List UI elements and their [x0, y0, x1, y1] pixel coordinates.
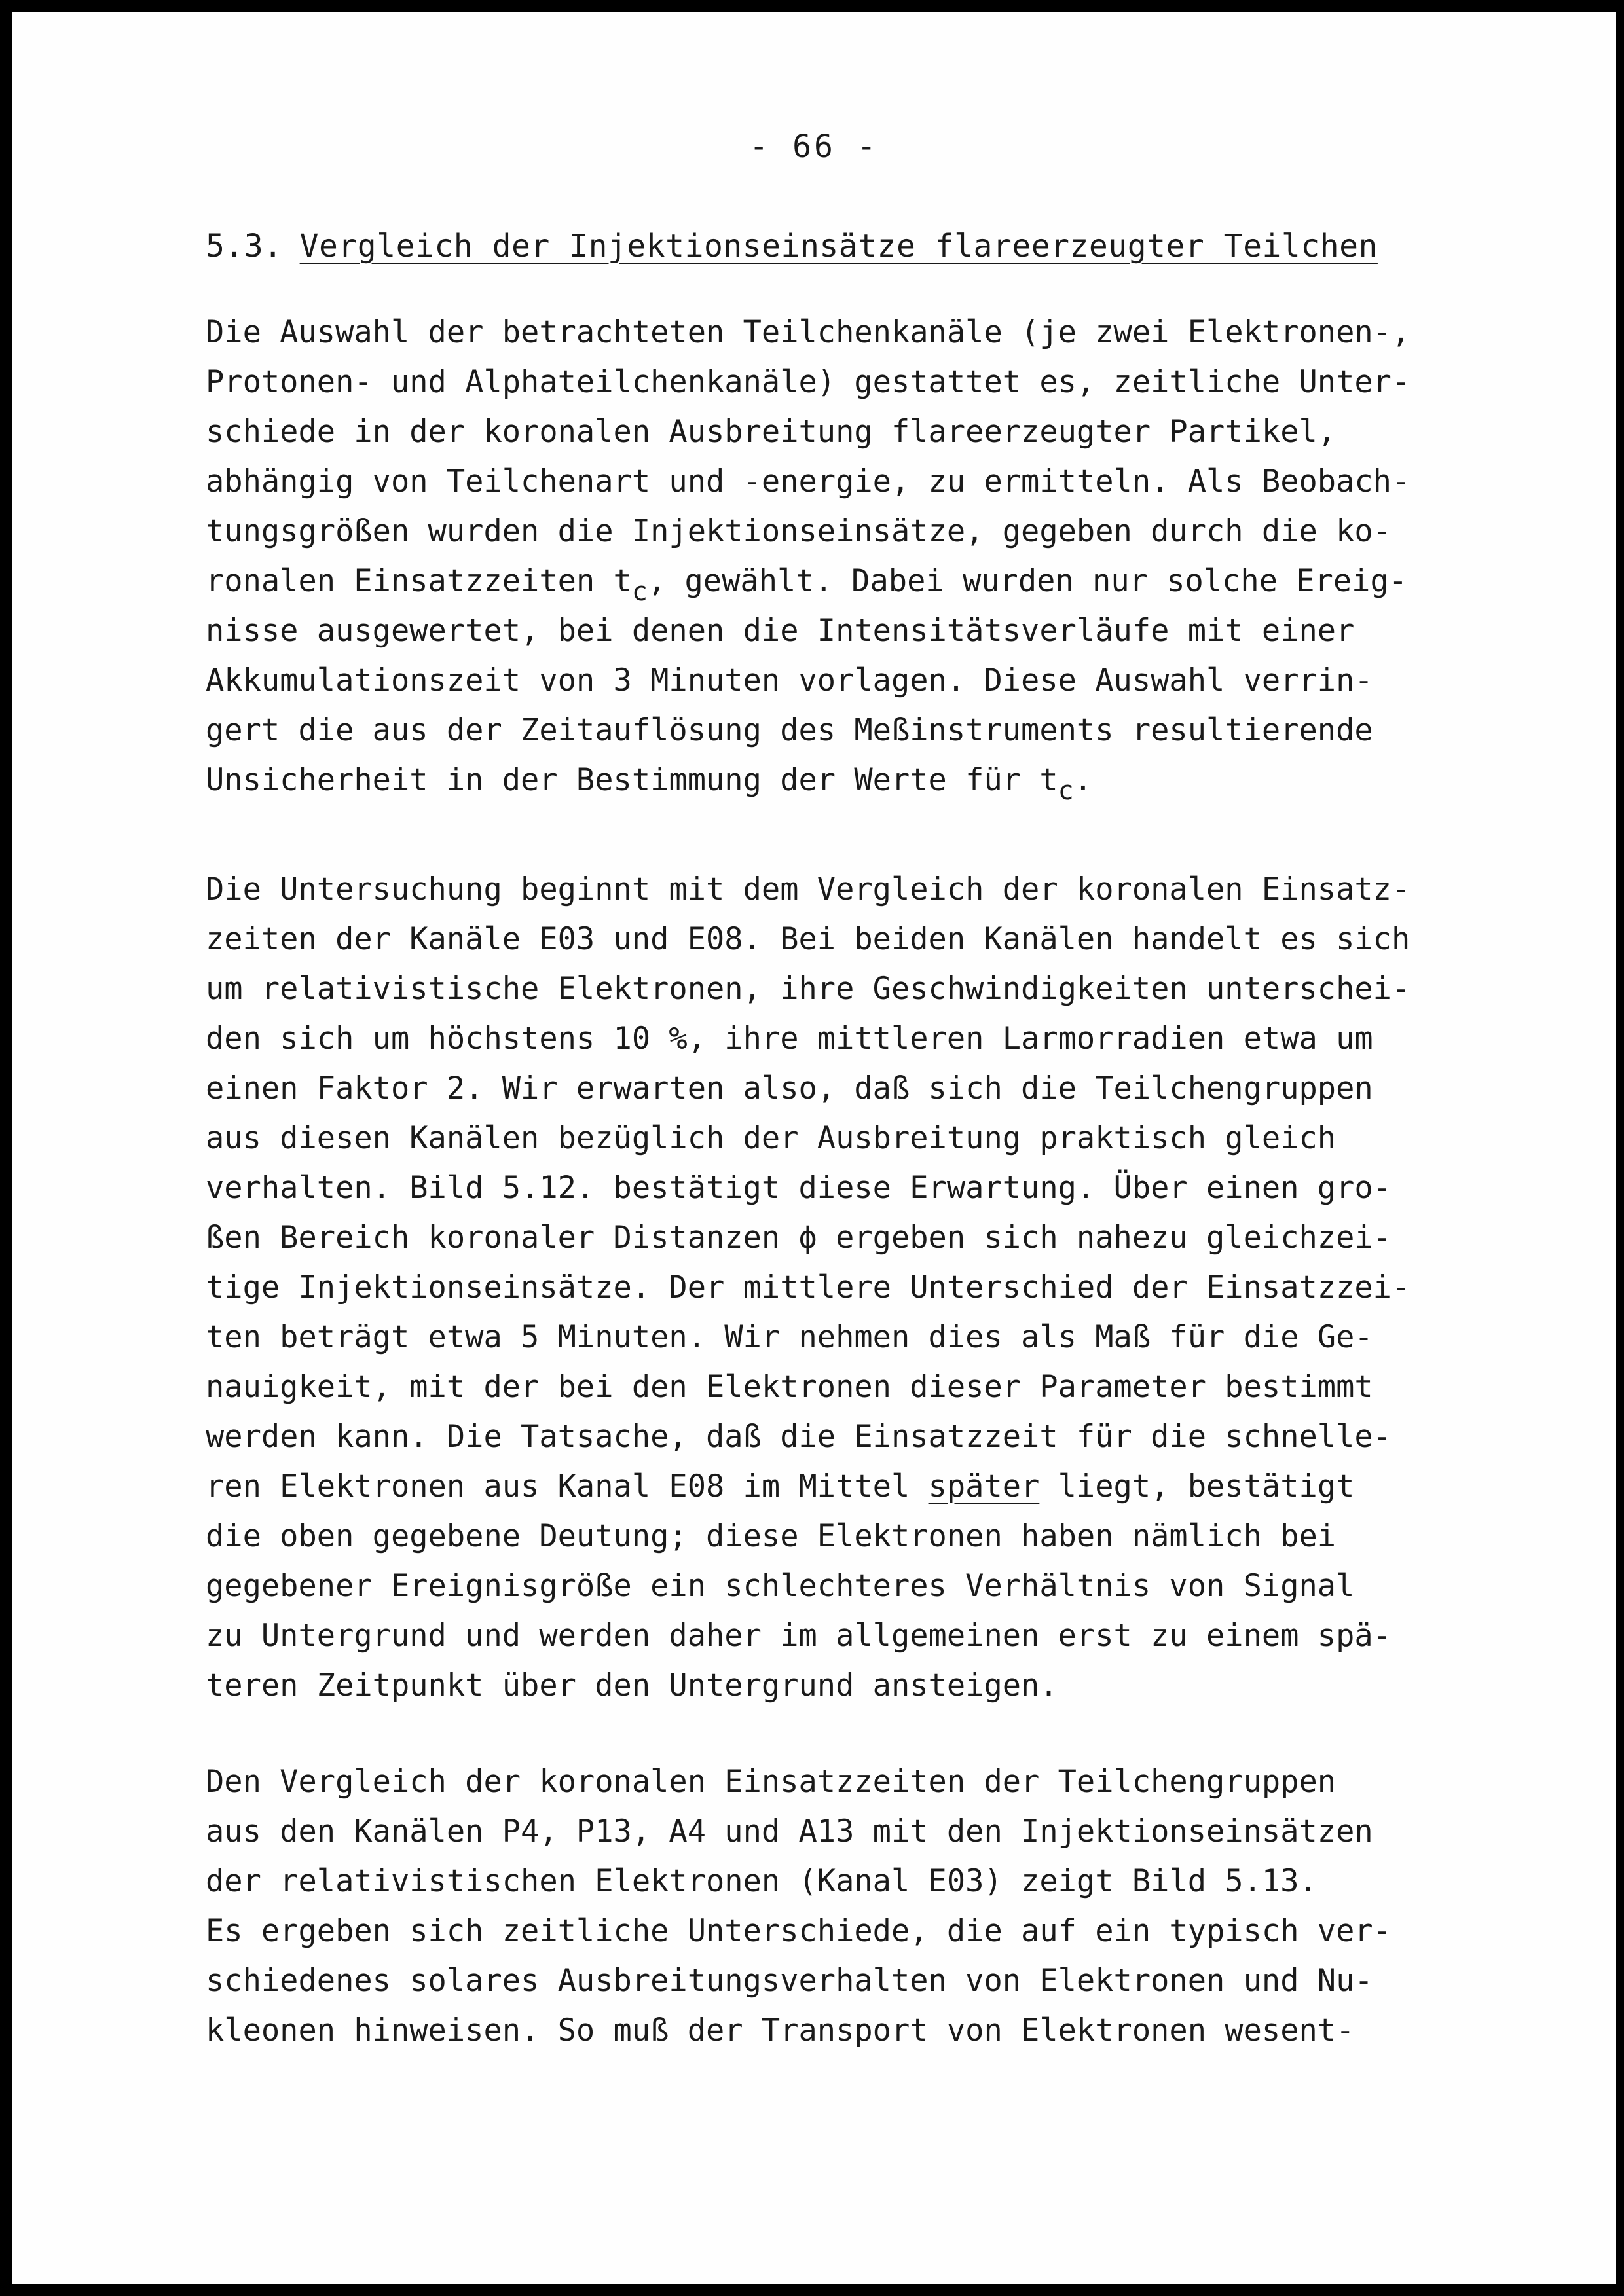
text-segment: , gewählt. Dabei wurden nur solche Ereig-: [647, 563, 1408, 599]
text-line: Die Auswahl der betrachteten Teilchenkanäle (je zwei Elektronen-,: [206, 314, 1411, 350]
text-line: zu Untergrund und werden daher im allgemeinen erst zu einem spä-: [206, 1618, 1392, 1654]
text-line: Es ergeben sich zeitliche Unterschiede, die auf ein typisch ver-: [206, 1913, 1392, 1949]
paragraph-3: [206, 1757, 1502, 2056]
text-line: schiedenes solares Ausbreitungsverhalten von Elektronen und Nu-: [206, 1963, 1373, 1999]
text-line: gert die aus der Zeitauflösung des Meßinstruments resultierende: [206, 712, 1373, 748]
text-segment: ronalen Einsatzzeiten t: [206, 563, 632, 599]
text-line: kleonen hinweisen. So muß der Transport von Elektronen wesent-: [206, 2013, 1355, 2049]
paragraph-2: [206, 865, 1502, 1711]
text-line: werden kann. Die Tatsache, daß die Einsatzzeit für die schnelle-: [206, 1419, 1392, 1455]
text-line: ten beträgt etwa 5 Minuten. Wir nehmen dies als Maß für die Ge-: [206, 1319, 1373, 1355]
text-line: aus diesen Kanälen bezüglich der Ausbreitung praktisch gleich: [206, 1120, 1337, 1156]
text-segment: ren Elektronen aus Kanal E08 im Mittel: [206, 1468, 929, 1504]
text-line: zeiten der Kanäle E03 und E08. Bei beiden Kanälen handelt es sich: [206, 921, 1411, 957]
text-line: Protonen- und Alphateilchenkanäle) gestattet es, zeitliche Unter-: [206, 364, 1411, 400]
text-line: den sich um höchstens 10 %, ihre mittleren Larmorradien etwa um: [206, 1021, 1373, 1057]
page-number: - 66 -: [749, 128, 879, 165]
text-line: die oben gegebene Deutung; diese Elektronen haben nämlich bei: [206, 1518, 1337, 1554]
text-segment: .: [1073, 762, 1093, 798]
text-line: abhängig von Teilchenart und -energie, zu ermitteln. Als Beobach-: [206, 464, 1411, 500]
text-line: Den Vergleich der koronalen Einsatzzeiten der Teilchengruppen: [206, 1764, 1337, 1800]
text-line: tige Injektionseinsätze. Der mittlere Unterschied der Einsatzzei-: [206, 1269, 1411, 1305]
text-line: nauigkeit, mit der bei den Elektronen dieser Parameter bestimmt: [206, 1369, 1373, 1405]
text-segment: Unsicherheit in der Bestimmung der Werte für t: [206, 762, 1058, 798]
paragraph-1: [206, 308, 1502, 805]
text-line: Akkumulationszeit von 3 Minuten vorlagen. Diese Auswahl verrin-: [206, 663, 1373, 699]
text-line: um relativistische Elektronen, ihre Geschwindigkeiten unterschei-: [206, 971, 1411, 1007]
section-title: Vergleich der Injektionseinsätze flareerzeugter Teilchen: [299, 228, 1378, 264]
text-line: aus den Kanälen P4, P13, A4 und A13 mit den Injektionseinsätzen: [206, 1813, 1373, 1850]
text-line: einen Faktor 2. Wir erwarten also, daß sich die Teilchengruppen: [206, 1070, 1373, 1106]
section-number: 5.3.: [206, 228, 283, 264]
text-line: [206, 1462, 1502, 1512]
text-line: schiede in der koronalen Ausbreitung flareerzeugter Partikel,: [206, 414, 1337, 450]
text-line: Die Untersuchung beginnt mit dem Vergleich der koronalen Einsatz-: [206, 871, 1411, 907]
text-line: [206, 556, 1502, 606]
text-line: verhalten. Bild 5.12. bestätigt diese Erwartung. Über einen gro-: [206, 1170, 1392, 1206]
subscript: c: [631, 577, 648, 607]
underlined-word: später: [928, 1468, 1040, 1504]
text-line: der relativistischen Elektronen (Kanal E03) zeigt Bild 5.13.: [206, 1863, 1318, 1899]
section-heading: [206, 228, 1378, 264]
text-segment: liegt, bestätigt: [1039, 1468, 1355, 1504]
text-line: tungsgrößen wurden die Injektionseinsätze, gegeben durch die ko-: [206, 513, 1392, 549]
text-line: teren Zeitpunkt über den Untergrund ansteigen.: [206, 1667, 1058, 1704]
text-line: nisse ausgewertet, bei denen die Intensitätsverläufe mit einer: [206, 613, 1355, 649]
text-line: ßen Bereich koronaler Distanzen ϕ ergeben sich nahezu gleichzei-: [206, 1220, 1392, 1256]
subscript: c: [1058, 776, 1074, 806]
document-page: [12, 12, 1616, 2284]
text-line: gegebener Ereignisgröße ein schlechteres Verhältnis von Signal: [206, 1568, 1355, 1604]
text-line: [206, 756, 1502, 805]
